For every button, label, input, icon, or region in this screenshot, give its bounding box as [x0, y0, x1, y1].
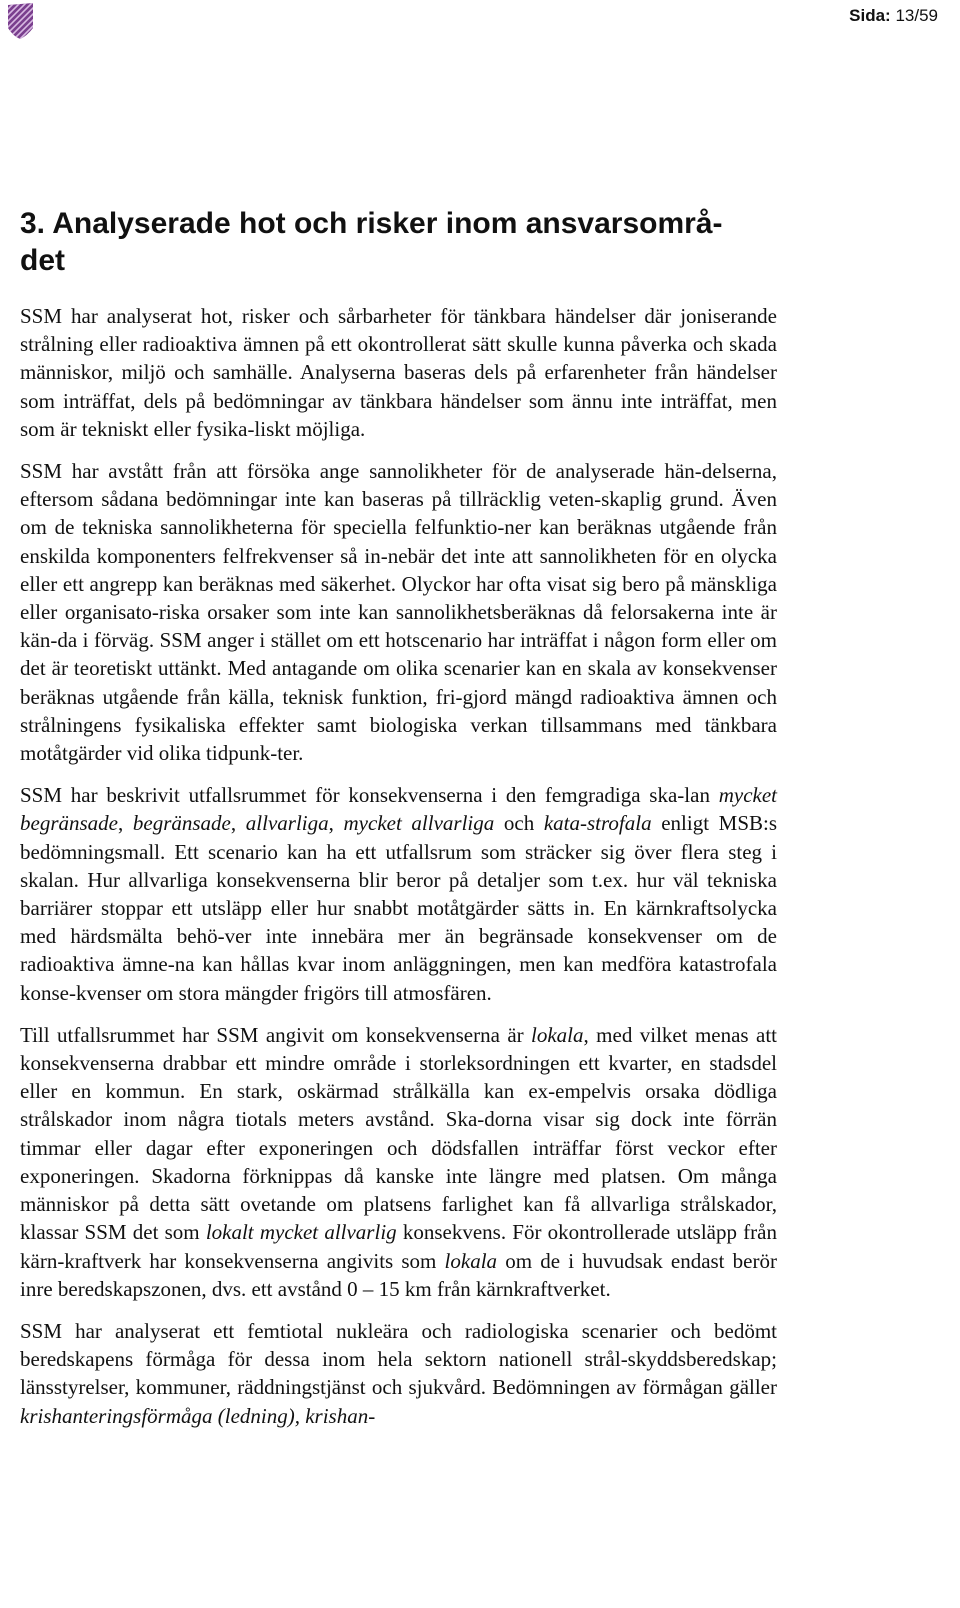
page-number-value: 13/59	[895, 6, 938, 25]
text-span: , med vilket menas att konsekvenserna drabbar ett mindre område i storleksordningen ett kvarter, en stadsdel eller en kommun. En stark, oskärmad strålkälla kan ex-empelvis orsaka dödliga strålskador inom några tiotals meters avstånd. Ska-dorna visar sig dock inte förrän timmar eller dagar efter exponeringen och dödsfallen inträffar först veckor efter exponeringen. Skadorna förknippas då kanske inte längre med platsen. Om många människor på detta sätt ovetande om platsens farlighet kan få allvarliga strålskador, klassar SSM det som	[20, 1022, 777, 1245]
italic-term: allvarliga	[245, 811, 329, 836]
text-span: SSM har analyserat ett femtiotal nukleära och radiologiska scenarier och bedömt beredskapens förmåga för dessa inom hela sektorn nationell strål-skyddsberedskap; länsstyrelser, kommuner, räddningstjänst och sjukvård. Bedömningen av förmågan gäller	[20, 1318, 777, 1400]
page-number-label: Sida:	[849, 6, 891, 25]
paragraph-3	[20, 781, 777, 1007]
paragraph-1: SSM har analyserat hot, risker och sårbarheter för tänkbara händelser där joniserande strålning eller radioaktiva ämnen på ett okontrollerat sätt skulle kunna påverka och skada människor, miljö och samhälle. Analyserna baseras dels på erfarenheter från händelser som inträffat, dels på bedömningar av tänkbara händelser som ännu inte inträffat, men som är tekniskt eller fysika-liskt möjliga.	[20, 304, 777, 441]
italic-term: mycket begränsade	[20, 783, 777, 836]
italic-term: mycket allvarliga	[343, 811, 495, 836]
paragraph-4	[20, 1021, 777, 1303]
text-span: och	[494, 811, 544, 836]
text-span: SSM har beskrivit utfallsrummet för konsekvenserna i den femgradiga ska-lan	[20, 783, 719, 808]
italic-term: lokalt mycket allvarlig	[205, 1220, 397, 1245]
paragraph-5	[20, 1317, 777, 1430]
document-body	[20, 302, 777, 1444]
paragraph-2: SSM har avstått från att försöka ange sannolikheter för de analyserade hän-delserna, eftersom sådana bedömningar inte kan baseras på tillräcklig veten-skaplig grund. Även om de tekniska sannolikheterna för speciella felfunktio-ner kan beräknas utgående från enskilda komponenters felfrekvenser så in-nebär det inte att sannolikheten för en olycka eller ett angrepp kan beräknas med säkerhet. Olyckor har ofta visat sig bero på mänskliga eller organisato-riska orsaker som inte kan sannolikhetsberäknas då felorsakerna inte är kän-da i förväg. SSM anger i stället om ett hotscenario har inträffat i någon form eller om det är teoretiskt uttänkt. Med antagande om olika scenarier kan en skala av konsekvenser beräknas utgående från källa, teknisk funktion, fri-gjord mängd radioaktiva ämnen och strålningens fysikaliska effekter samt biologiska verkan tillsammans med tänkbara motåtgärder vid olika tidpunk-ter.	[20, 459, 777, 766]
italic-term: krishanteringsförmåga (ledning), krishan-	[20, 1403, 376, 1428]
shield-logo-icon	[7, 2, 34, 40]
text-span: enligt MSB:s bedömningsmall. Ett scenario kan ha ett utfallsrum som sträcker sig över flera steg i skalan. Hur allvarliga konsekvenserna blir beror på detaljer som t.ex. hur väl tekniska barriärer stoppar ett utsläpp eller hur snabbt motåtgärder sätts in. En kärnkraftsolycka med härdsmälta behö-ver inte innebära mer än begränsade konsekvenser om de radioaktiva ämne-na kan hållas kvar inom anläggningen, men kan medföra katastrofala konse-kvenser om stora mängder frigörs till atmosfären.	[20, 811, 778, 1005]
text-span: ,	[230, 811, 246, 836]
text-span: Till utfallsrummet har SSM angivit om konsekvenserna är	[20, 1022, 532, 1047]
text-span: konsekvens. För okontrollerade utsläpp från kärn-kraftverk har konsekvenserna angivits som	[20, 1220, 777, 1273]
section-heading-line2: det	[20, 244, 65, 277]
text-span: ,	[328, 811, 344, 836]
section-heading	[20, 205, 780, 279]
text-span: ,	[118, 811, 133, 836]
italic-term: kata-strofala	[543, 811, 652, 836]
italic-term: lokala	[444, 1248, 498, 1273]
italic-term: begränsade	[132, 811, 231, 836]
page-number	[849, 6, 938, 26]
italic-term: lokala	[531, 1022, 584, 1047]
text-span: om de i huvudsak endast berör inre beredskapszonen, dvs. ett avstånd 0 – 15 km från kärnkraftverket.	[20, 1248, 777, 1301]
section-heading-line1: 3. Analyserade hot och risker inom ansvarsområ-	[20, 207, 723, 240]
